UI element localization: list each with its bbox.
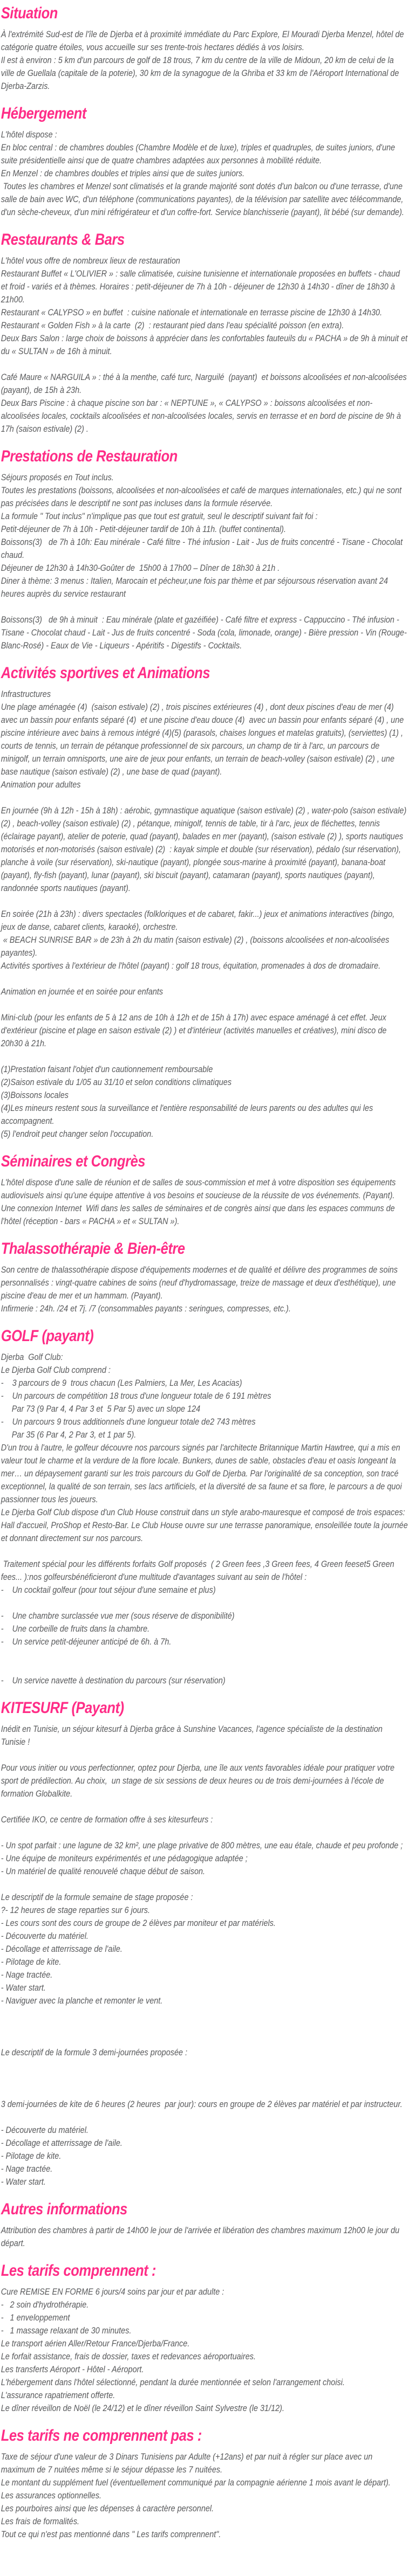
paragraph: - Pilotage de kite. [1,1957,62,1967]
paragraph: Le dîner réveillon de Noël (le 24/12) et le dîner réveillon Saint Sylvestre (le 31/12). [1,2403,285,2413]
paragraph: L'hôtel dispose d'une salle de réunion et de salles de sous-commission et met à votre disposition ses équipements audiovisuels ainsi qu'une équipe attentive à vos besoins et soucieuse de la réussite de vos événements. (Payant). [1,1177,396,1200]
section-golf [1,1326,408,1687]
paragraph: Les transferts Aéroport - Hôtel - Aéroport. [1,2364,144,2374]
paragraph: (4)Les mineurs restent sous la surveillance et l'entière responsabilité de leurs parents ou des adultes qui les accompagnent. [1,1103,373,1126]
paragraph: Diner à thème: 3 menus : Italien, Marocain et pécheur,une fois par thème et par séjoursous réservation avant 24 heures auprès du service restaurant [1,576,388,599]
paragraph: (1)Prestation faisant l'objet d'un cautionnement remboursable [1,1064,213,1074]
paragraph: Deux Bars Salon : large choix de boissons à apprécier dans les confortables fauteuils du « PACHA » de 9h à minuit et du « SULTAN » de 16h à minuit. [1,333,408,356]
paragraph: Animation en journée et en soirée pour enfants [1,986,163,997]
paragraph: Toutes les chambres et Menzel sont climatisés et la grande majorité sont dotés d'un balcon ou d'une terrasse, d'une salle de bain avec WC, d'un téléphone (communications payantes), de la télévision par satellite avec télécommande, d'un sèche-cheveux, d'un mini réfrigérateur et d'un coffre-fort. Service blanchisserie (payant), lit bébé (sur demande). [1,181,404,217]
section-restaurants-bars [1,230,408,436]
section-heading-prestations-restauration: Prestations de Restauration [1,447,178,465]
section-heading-activites-sportives-animations: Activités sportives et Animations [1,664,210,682]
section-tarifs-ne-comprennent-pas [1,2426,408,2541]
paragraph: Restaurant « CALYPSO » en buffet : cuisine nationale et internationale en terrasse piscine de 12h30 à 14h30. [1,307,383,317]
paragraph: Le Djerba Golf Club dispose d'un Club House construit dans un style arabo-mauresque et composé de trois espaces: Hall d'accueil, ProShop et Resto-Bar. Le Club House ouvre sur une terrasse panoramique, ensoleillée toute la journée et donnant directement sur nos parcours. [1,1507,408,1543]
paragraph: Le montant du supplément fuel (éventuellement communiqué par la compagnie aérienne 1 mois avant le départ). [1,2477,391,2488]
paragraph: - Naviguer avec la planche et remonter le vent. [1,1995,163,2006]
section-autres-informations [1,2199,408,2250]
paragraph: En bloc central : de chambres doubles (Chambre Modèle et de luxe), triples et quadruples, de suites juniors, d'une suite présidentielle ainsi que de quatre chambres adaptées aux personnes à mobilité réduite. [1,142,396,165]
paragraph: Animation pour adultes [1,779,81,790]
paragraph: Activités sportives à l'extérieur de l'hôtel (payant) : golf 18 trous, équitation, promenades à dos de dromadaire. [1,961,381,971]
paragraph: Cure REMISE EN FORME 6 jours/4 soins par jour et par adulte : [1,2287,224,2297]
paragraph: - Décollage et atterrissage de l'aile. [1,1944,122,1954]
paragraph: - Un service navette à destination du parcours (sur réservation) [1,1675,226,1686]
paragraph: - Une chambre surclassée vue mer (sous réserve de disponibilité) [1,1611,235,1621]
paragraph: - 2 soin d'hydrothérapie. [1,2299,89,2310]
blank-line [1,1749,408,1762]
section-heading-kitesurf: KITESURF (Payant) [1,1699,124,1717]
paragraph: - Pilotage de kite. [1,2151,62,2161]
section-heading-golf: GOLF (payant) [1,1327,94,1345]
paragraph: Son centre de thalassothérapie dispose d'équipements modernes et de qualité et délivre des programmes de soins personnalisés : vingt-quatre cabines de soins (neuf d'hydromassage, treize de massage et deux d'esthétique), une piscine d'eau de mer et un hammam. (Payant). [1,1265,398,1301]
paragraph: Traitement spécial pour les différents forfaits Golf proposés ( 2 Green fees ,3 Green fees, 4 Green feeset5 Green fees... ):nos golfeursbénéficieront d'une multitude d'avantages suivant au sein de l'hôtel : [1,1559,394,1582]
section-tarifs-comprennent [1,2261,408,2415]
paragraph: Boissons(3) de 7h à 10h: Eau minérale - Café filtre - Thé infusion - Lait - Jus de fruits concentré - Tisane - Chocolat chaud. [1,537,403,560]
paragraph: Déjeuner de 12h30 à 14h30-Goûter de 15h00 à 17h00 – Dîner de 18h30 à 21h . [1,563,280,573]
paragraph: Le Djerba Golf Club comprend : [1,1365,111,1375]
paragraph: Il est à environ : 5 km d'un parcours de golf de 18 trous, 7 km du centre de la ville de Midoun, 20 km de celui de la ville de Guellala (capitale de la poterie), 30 km de la synagogue de la Ghriba et 33 km de l'Aéroport International de Djerba-Zarzis. [1,55,399,91]
paragraph: Boissons(3) de 9h à minuit : Eau minérale (plate et gazéifiée) - Café filtre et express - Cappuccino - Thé infusion - Tisane - Chocolat chaud - Lait - Jus de fruits concentré - Soda (cola, limonade, orange) - Bière pression - Vin (Rouge-Blanc-Rosé) - Eaux de Vie - Liqueurs - Apéritifs - Digestifs - Cocktails. [1,614,407,651]
section-heading-hebergement: Hébergement [1,105,86,122]
blank-line [1,2072,408,2085]
paragraph: ?- 12 heures de stage reparties sur 6 jours. [1,1905,151,1915]
paragraph: Infrastructures [1,689,51,699]
paragraph: Petit-déjeuner de 7h à 10h - Petit-déjeuner tardif de 10h à 11h. (buffet continental). [1,524,287,534]
blank-line [1,1545,408,1558]
paragraph: Infirmerie : 24h. /24 et 7j. /7 (consommables payants : seringues, compresses, etc.). [1,1303,291,1314]
paragraph: « BEACH SUNRISE BAR » de 23h à 2h du matin (saison estivale) (2) , (boissons alcoolisées et non-alcoolisées payantes). [1,935,390,958]
paragraph: Par 73 (9 Par 4, 4 Par 3 et 5 Par 5) avec un slope 124 [1,1404,201,1414]
paragraph: Inédit en Tunisie, un séjour kitesurf à Djerba grâce à Sunshine Vacances, l'agence spécialiste de la destination Tunisie ! [1,1724,383,1747]
paragraph: Les pourboires ainsi que les dépenses à caractère personnel. [1,2503,214,2513]
blank-line [1,791,408,804]
section-activites-sportives-animations [1,663,408,1141]
section-heading-situation: Situation [1,4,58,22]
paragraph: - Un parcours 9 trous additionnels d'une longueur totale de2 743 mètres [1,1417,256,1427]
blank-line [1,972,408,985]
paragraph: Certifiée IKO, ce centre de formation offre à ses kitesurfeurs : [1,1814,213,1825]
blank-line [1,2111,408,2124]
blank-line [1,1597,408,1610]
section-heading-tarifs-ne-comprennent-pas: Les tarifs ne comprennent pas : [1,2427,202,2444]
blank-line [1,358,408,371]
blank-line [1,2020,408,2033]
paragraph: À l'extrémité Sud-est de l'île de Djerba et à proximité immédiate du Parc Explore, El Mouradi Djerba Menzel, hôtel de catégorie quatre étoiles, vous accueille sur ses trente-trois hectares dédiés à vos loisirs. [1,29,404,52]
paragraph: - Découverte du matériel. [1,1931,88,1941]
paragraph: - 1 enveloppement [1,2312,70,2323]
paragraph: Une plage aménagée (4) (saison estivale) (2) , trois piscines extérieures (4) , dont deux piscines d'eau de mer (4) avec un bassin pour enfants séparé (4) et une piscine d'eau douce (4) avec un bassin pour enfants séparé (4) , une piscine intérieure avec bains à remous intégré (4)(5) (parasols, chaises longues et matelas gratuits), (serviettes) (1) , courts de tennis, un terrain de pétanque professionnel de six parcours, un champ de tir à l'arc, un parcours de minigolf, un terrain omnisports, une aire de jeux pour enfants, un terrain de beach-volley (saison estivale) (2) , une base nautique (saison estivale) (2) , une base de quad (payant). [1,702,404,777]
blank-line [1,1648,408,1661]
paragraph: (3)Boissons locales [1,1090,69,1100]
paragraph: Le descriptif de la formule 3 demi-journées proposée : [1,2047,188,2057]
paragraph: Restaurant Buffet « L'OLIVIER » : salle climatisée, cuisine tunisienne et internationale proposées en buffets - chaud et froid - variés et à thèmes. Horaires : petit-déjeuner de 7h à 10h - déjeuner de 12h30 à 14h30 - dîner de 18h30 à 21h00. [1,268,400,305]
paragraph: Les frais de formalités. [1,2516,80,2526]
paragraph: Pour vous initier ou vous perfectionner, optez pour Djerba, une île aux vents favorables idéale pour pratiquer votre sport de prédilection. Au choix, un stage de six sessions de deux heures ou de trois demi-journées à l'école de formation Globalkite. [1,1763,395,1799]
paragraph: Toutes les prestations (boissons, alcoolisées et non-alcoolisées et café de marques internationales, etc.) qui ne sont pas précisées dans le descriptif ne sont pas incluses dans la formule réservée. [1,485,402,508]
paragraph: - 1 massage relaxant de 30 minutes. [1,2325,132,2336]
paragraph: Café Maure « NARGUILA » : thé à la menthe, café turc, Narguilé (payant) et boissons alcoolisées et non-alcoolisées (payant), de 15h à 23h. [1,372,407,395]
paragraph: - Un matériel de qualité renouvelé chaque début de saison. [1,1866,206,1876]
paragraph: En journée (9h à 12h - 15h à 18h) : aérobic, gymnastique aquatique (saison estivale) (2) , water-polo (saison estivale) (2) , beach-volley (saison estivale) (2) , pétanque, minigolf, tennis de table, tir à l'arc, jeux de fléchettes, tennis (éclairage payant), atelier de poterie, quad (payant), balades en mer (payant), (saison estivale (2) ), sports nautiques motorisés et non-motorisés (saison estivale) (2) : kayak simple et double (sur réservation), pédalo (sur réservation), planche à voile (sur réservation), ski-nautique (payant), plongée sous-marine à proximité (payant), banana-boat (payant), fly-fish (payant), lunar (payant), ski biscuit (payant), catamaran (payant), sports nautiques (payant), randonnée sports nautiques (payant). [1,805,407,893]
blank-line [1,2085,408,2098]
paragraph: Deux Bars Piscine : à chaque piscine son bar : « NEPTUNE », « CALYPSO » : boissons alcoolisées et non-alcoolisées locales, cocktails alcoolisées et non-alcoolisées locales, servis en terrasse et en bord de piscine de 9h à 17h (saison estivale) (2) . [1,398,401,434]
section-heading-restaurants-bars: Restaurants & Bars [1,231,125,248]
section-prestations-restauration [1,446,408,652]
paragraph: - Water start. [1,1983,46,1993]
paragraph: Mini-club (pour les enfants de 5 à 12 ans de 10h à 12h et de 15h à 17h) avec espace aménagé à cet effet. Jeux d'extérieur (piscine et plage en saison estivale (2) ) et d'intérieur (activités manuelles et créatives), mini disco de 20h30 à 21h. [1,1012,387,1048]
paragraph: L'assurance rapatriement offerte. [1,2390,115,2400]
paragraph: (5) l'endroit peut changer selon l'occupation. [1,1129,154,1139]
blank-line [1,1826,408,1839]
paragraph: - Nage tractée. [1,1970,53,1980]
paragraph: Djerba Golf Club: [1,1352,63,1362]
section-thalassotherapie-bien-etre [1,1239,408,1315]
blank-line [1,2007,408,2020]
paragraph: - Une équipe de moniteurs expérimentés et une pédagogique adaptée ; [1,1853,248,1863]
paragraph: - Découverte du matériel. [1,2125,88,2135]
paragraph: 3 demi-journées de kite de 6 heures (2 heures par jour): cours en groupe de 2 élèves par matériel et par instructeur. [1,2099,403,2109]
section-heading-autres-informations: Autres informations [1,2200,127,2218]
section-heading-thalassotherapie-bien-etre: Thalassothérapie & Bien-être [1,1240,185,1258]
paragraph: En soirée (21h à 23h) : divers spectacles (folkloriques et de cabaret, fakir...) jeux et animations interactives (bingo, jeux de danse, cabaret clients, karaoké), orchestre. [1,909,395,932]
paragraph: En Menzel : de chambres doubles et triples ainsi que de suites juniors. [1,168,245,178]
section-seminaires-congres [1,1151,408,1228]
blank-line [1,998,408,1011]
paragraph: Le transport aérien Aller/Retour France/Djerba/France. [1,2338,190,2349]
blank-line [1,1050,408,1063]
paragraph: Le forfait assistance, frais de dossier, taxes et redevances aéroportuaires. [1,2351,256,2361]
section-heading-tarifs-comprennent: Les tarifs comprennent : [1,2262,156,2280]
paragraph: L'hôtel vous offre de nombreux lieux de restauration [1,255,180,266]
paragraph: - Un cocktail golfeur (pour tout séjour d'une semaine et plus) [1,1585,216,1595]
section-hebergement [1,103,408,219]
paragraph: Le descriptif de la formule semaine de stage proposée : [1,1892,193,1902]
blank-line [1,895,408,908]
paragraph: Attribution des chambres à partir de 14h00 le jour de l'arrivée et libération des chambres maximum 12h00 le jour du départ. [1,2225,400,2248]
paragraph: - Un service petit-déjeuner anticipé de 6h. à 7h. [1,1636,172,1647]
paragraph: Par 35 (6 Par 4, 2 Par 3, et 1 par 5). [1,1429,137,1440]
blank-line [1,1800,408,1813]
paragraph: Les assurances optionnelles. [1,2490,102,2501]
paragraph: - Nage tractée. [1,2164,53,2174]
paragraph: Taxe de séjour d'une valeur de 3 Dinars Tunisiens par Adulte (+12ans) et par nuit à régler sur place avec un maximum de 7 nuitées même si le séjour dépasse les 7 nuitées. [1,2451,373,2475]
paragraph: - Water start. [1,2177,46,2187]
paragraph: - Une corbeille de fruits dans la chambre. [1,1624,150,1634]
blank-line [1,2033,408,2046]
paragraph: - Un parcours de compétition 18 trous d'une longueur totale de 6 191 mètres [1,1391,271,1401]
paragraph: - Un spot parfait : une lagune de 32 km², une plage privative de 800 mètres, une eau étale, chaude et peu profonde ; [1,1840,403,1850]
paragraph: Restaurant « Golden Fish » à la carte (2) : restaurant pied dans l'eau spécialité poisson (en extra). [1,320,344,330]
paragraph: L'hôtel dispose : [1,129,57,140]
section-situation [1,3,408,93]
paragraph: - Les cours sont des cours de groupe de 2 élèves par moniteur et par matériels. [1,1918,276,1928]
paragraph: - 3 parcours de 9 trous chacun (Les Palmiers, La Mer, Les Acacias) [1,1378,242,1388]
paragraph: (2)Saison estivale du 1/05 au 31/10 et selon conditions climatiques [1,1077,232,1087]
paragraph: L'hébergement dans l'hôtel sélectionné, pendant la durée mentionnée et selon l'arrangement choisi. [1,2377,345,2387]
blank-line [1,1878,408,1891]
blank-line [1,2059,408,2072]
section-kitesurf [1,1698,408,2188]
paragraph: - Décollage et atterrissage de l'aile. [1,2138,122,2148]
paragraph: Séjours proposés en Tout inclus. [1,472,114,482]
section-heading-seminaires-congres: Séminaires et Congrès [1,1152,146,1170]
blank-line [1,600,408,613]
paragraph: D'un trou à l'autre, le golfeur découvre nos parcours signés par l'architecte Britannique Martin Hawtree, qui a mis en valeur tout le charme et la verdure de la flore locale. Bunkers, dunes de sable, obstacles d'eau et oasis longeant la mer… un dépaysement garanti sur les trois parcours du Golf de Djerba. Par l'originalité de sa conception, son tracé exceptionnel, la qualité de son terrain, ses lacs artificiels, et la diversité de sa faune et sa flore, le parcours a de quoi passionner tous les joueurs. [1,1442,402,1504]
paragraph: La formule " Tout inclus" n'implique pas que tout est gratuit, seul le descriptif suivant fait foi : [1,511,318,521]
paragraph: Une connexion Internet Wifi dans les salles de séminaires et de congrès ainsi que dans les espaces communs de l'hôtel (réception - bars « PACHA » et « SULTAN »). [1,1203,395,1226]
paragraph: Tout ce qui n'est pas mentionné dans " Les tarifs comprennent". [1,2529,221,2539]
blank-line [1,1661,408,1674]
